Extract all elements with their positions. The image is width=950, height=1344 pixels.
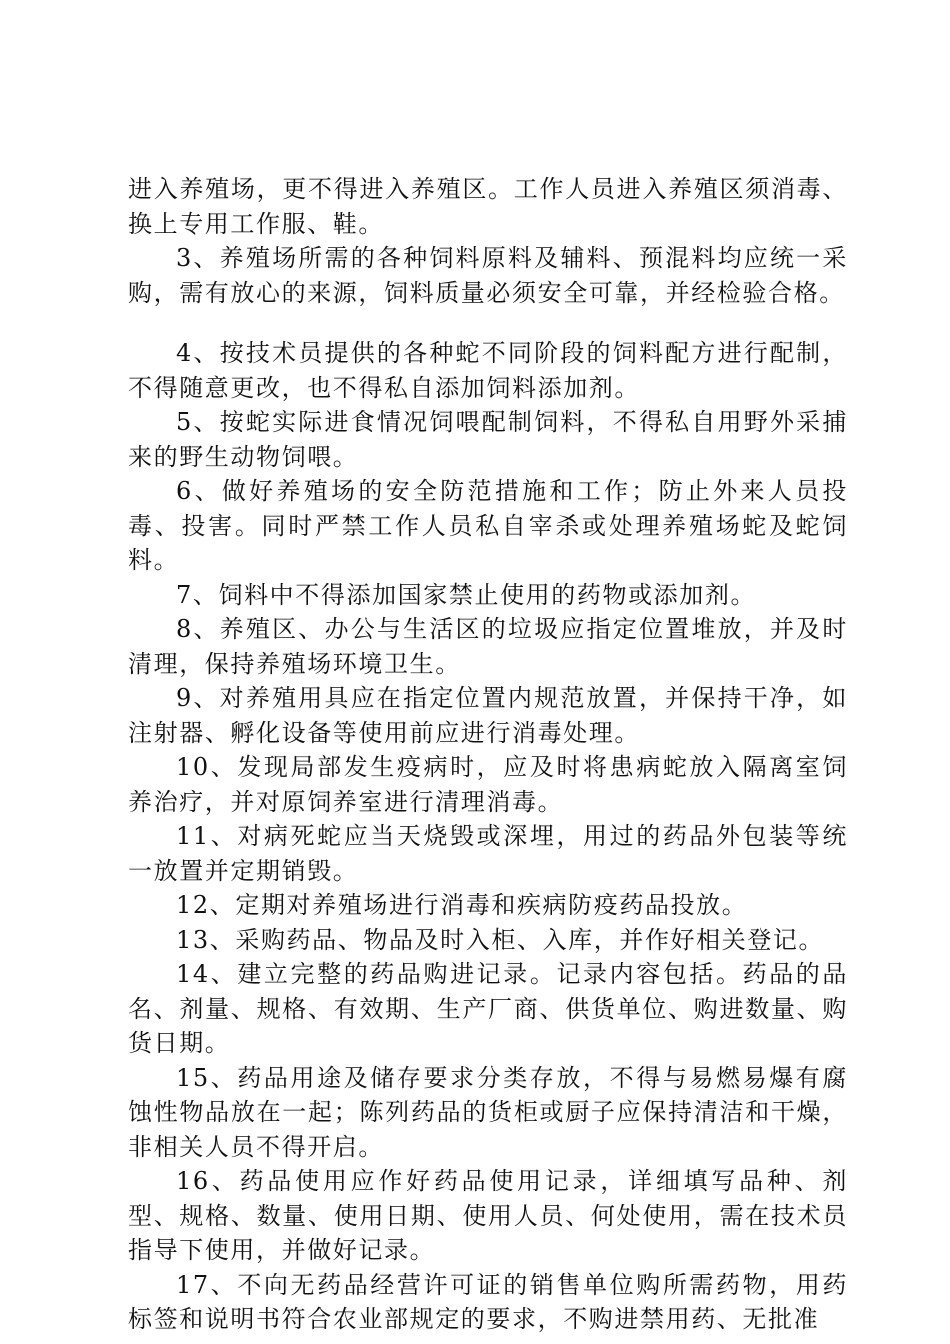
paragraph-item-12: 12、定期对养殖场进行消毒和疾病防疫药品投放。 — [176, 891, 748, 919]
paragraph-item-16: 16、药品使用应作好药品使用记录，详细填写品种、剂型、规格、数量、使用日期、使用人员、何处使用，需在技术员指导下使用，并做好记录。 — [128, 1167, 848, 1264]
paragraph-item-7: 7、饲料中不得添加国家禁止使用的药物或添加剂。 — [176, 580, 757, 609]
paragraph-item-11: 11、对病死蛇应当天烧毁或深埋，用过的药品外包装等统一放置并定期销毁。 — [128, 822, 848, 885]
paragraph-item-8: 8、养殖区、办公与生活区的垃圾应指定位置堆放，并及时清理，保持养殖场环境卫生。 — [128, 615, 848, 678]
paragraph-gap — [128, 310, 848, 336]
paragraph-item-17: 17、不向无药品经营许可证的销售单位购所需药物，用药标签和说明书符合农业部规定的要求，不购进禁用药、无批准 — [128, 1270, 848, 1333]
paragraph-item-14: 14、建立完整的药品购进记录。记录内容包括。药品的品名、剂量、规格、有效期、生产厂商、供货单位、购进数量、购货日期。 — [128, 960, 848, 1057]
paragraph-item-4: 4、按技术员提供的各种蛇不同阶段的饲料配方进行配制，不得随意更改，也不得私自添加饲料添加剂。 — [128, 339, 848, 402]
paragraph-item-13: 13、采购药品、物品及时入柜、入库，并作好相关登记。 — [176, 925, 825, 954]
paragraph-item-15: 15、药品用途及储存要求分类存放，不得与易燃易爆有腐蚀性物品放在一起；陈列药品的货柜或厨子应保持清洁和干燥，非相关人员不得开启。 — [128, 1063, 848, 1161]
document-body — [128, 172, 848, 1337]
paragraph-item-10: 10、发现局部发生疫病时，应及时将患病蛇放入隔离室饲养治疗，并对原饲养室进行清理消毒。 — [128, 753, 848, 816]
paragraph-item-9: 9、对养殖用具应在指定位置内规范放置，并保持干净，如注射器、孵化设备等使用前应进行消毒处理。 — [128, 684, 848, 747]
paragraph-item-5: 5、按蛇实际进食情况饲喂配制饲料，不得私自用野外采捕来的野生动物饲喂。 — [128, 408, 848, 471]
paragraph-item-3: 3、养殖场所需的各种饲料原料及辅料、预混料均应统一采购，需有放心的来源，饲料质量必须安全可靠，并经检验合格。 — [128, 244, 848, 307]
paragraph-continuation: 进入养殖场，更不得进入养殖区。工作人员进入养殖区须消毒、换上专用工作服、鞋。 — [128, 175, 848, 238]
paragraph-item-6: 6、做好养殖场的安全防范措施和工作；防止外来人员投毒、投害。同时严禁工作人员私自宰杀或处理养殖场蛇及蛇饲料。 — [128, 477, 848, 574]
